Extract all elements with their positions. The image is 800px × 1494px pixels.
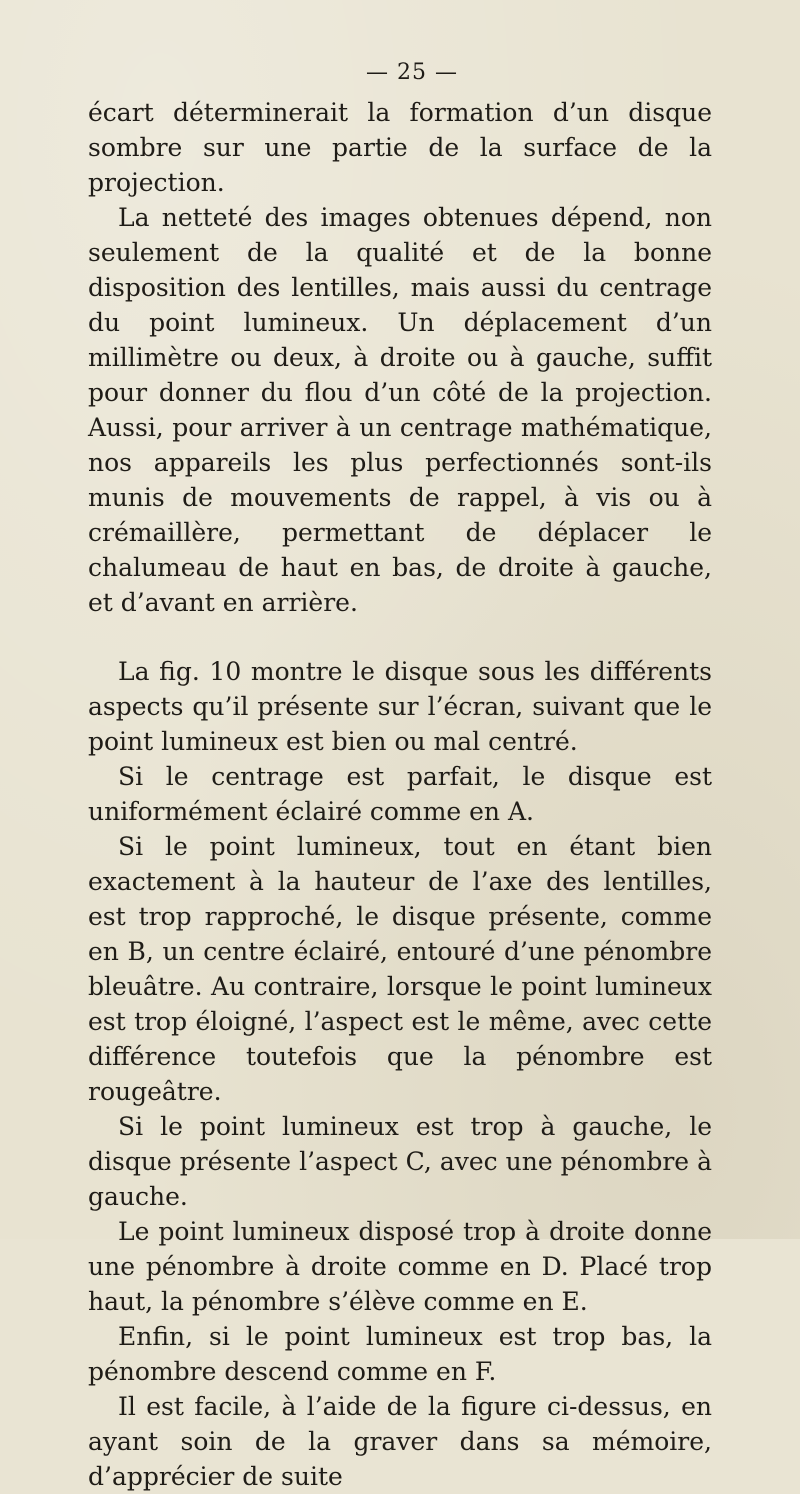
paragraph-trop-a-droite: Le point lumineux disposé trop à droite donne une pénombre à droite comme en D. Placé trop haut, la pénombre s’élève comme en E.	[88, 1217, 712, 1316]
paragraph-trop-a-gauche: Si le point lumineux est trop à gauche, le disque présente l’aspect C, avec une pénombre à gauche.	[88, 1112, 712, 1211]
paragraph-nettete: La netteté des images obtenues dépend, non seulement de la qualité et de la bonne disposition des lentilles, mais aussi du centrage du point lumineux. Un déplacement d’un millimètre ou deux, à droite ou à gauche, suffit pour donner du flou d’un côté de la projection. Aussi, pour arriver à un centrage mathématique, nos appareils les plus perfectionnés sont-ils munis de mouvements de rappel, à vis ou à crémaillère, permettant de déplacer le chalumeau de haut en bas, de droite à gauche, et d’avant en arrière.	[88, 203, 712, 617]
page-number: — 25 —	[366, 60, 458, 85]
paragraph-continued: écart déterminerait la formation d’un disque sombre sur une partie de la surface de la projection.	[88, 98, 712, 197]
paragraph-trop-rapproche: Si le point lumineux, tout en étant bien exactement à la hauteur de l’axe des lentilles, est trop rapproché, le disque présente, comme en B, un centre éclairé, entouré d’une pénombre bleuâtre. Au contraire, lorsque le point lumineux est trop éloigné, l’aspect est le même, avec cette différence toutefois que la pénombre est rougeâtre.	[88, 832, 712, 1106]
paragraph-conclusion: Il est facile, à l’aide de la figure ci-dessus, en ayant soin de la graver dans sa mémoire, d’apprécier de suite	[88, 1392, 712, 1491]
paragraph-centrage-parfait: Si le centrage est parfait, le disque est uniformément éclairé comme en A.	[88, 762, 712, 826]
paragraph-fig-10: La fig. 10 montre le disque sous les différents aspects qu’il présente sur l’écran, suivant que le point lumineux est bien ou mal centré.	[88, 657, 712, 756]
paragraph-trop-bas: Enfin, si le point lumineux est trop bas, la pénombre descend comme en F.	[88, 1322, 712, 1386]
